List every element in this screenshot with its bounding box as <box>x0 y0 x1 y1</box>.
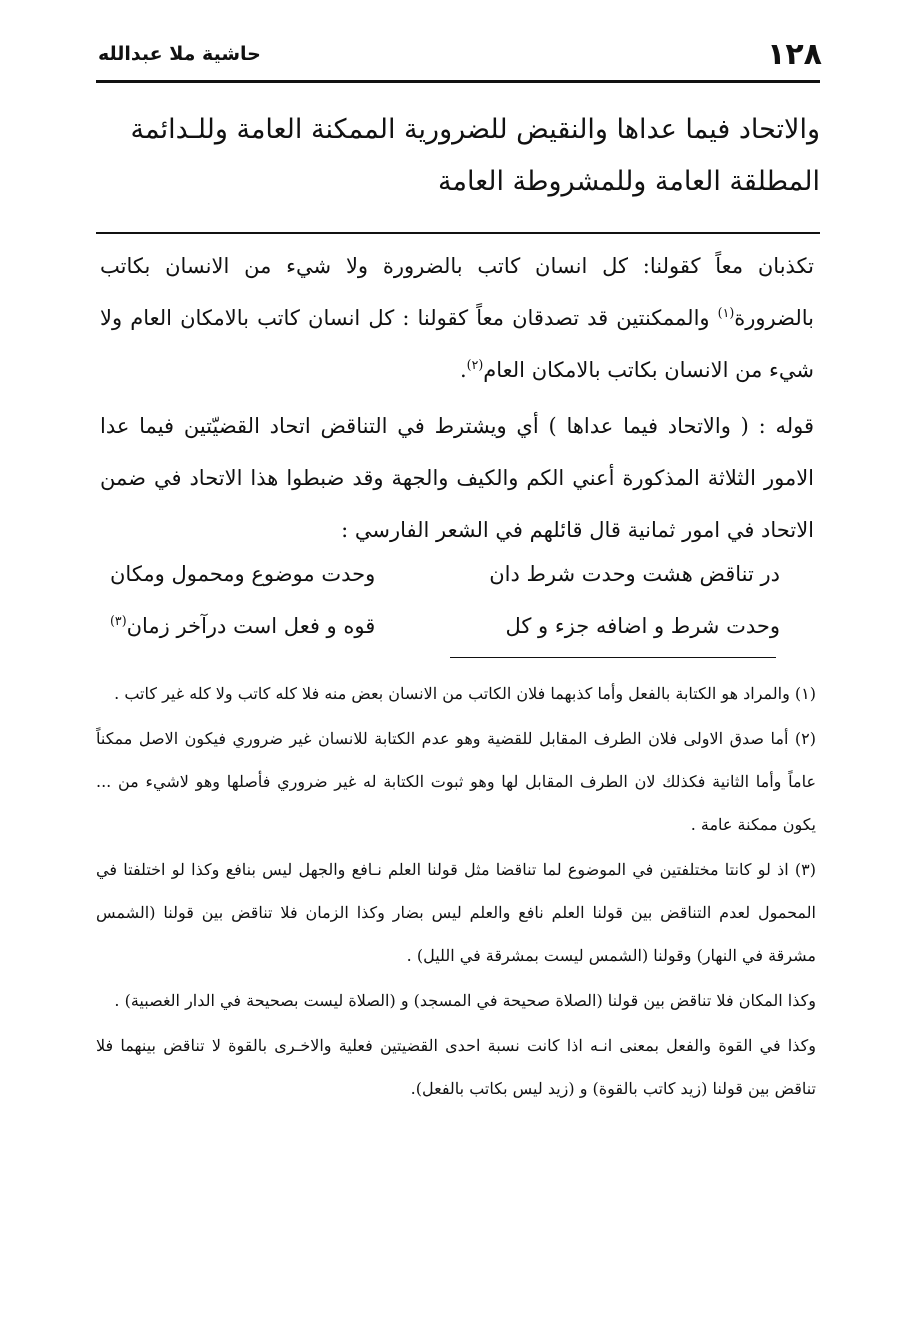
main-text-line: والاتحاد فيما عداها والنقيض للضرورية الممكنة العامة وللـدائمة <box>130 114 820 145</box>
persian-verses <box>110 548 780 652</box>
footnote: وكذا المكان فلا تناقض بين قولنا (الصلاة صحيحة في المسجد) و (الصلاة ليست بصحيحة في الدار الغصبية) . <box>114 991 816 1010</box>
footnotes <box>96 672 816 1112</box>
verse-row <box>110 548 780 600</box>
verse-text: وحدت موضوع ومحمول ومكان <box>110 562 376 586</box>
header-divider <box>96 80 820 83</box>
verse-row <box>110 600 780 652</box>
commentary <box>100 240 814 556</box>
main-text-divider <box>96 232 820 234</box>
commentary-paragraph: قوله : ( والاتحاد فيما عداها ) أي ويشترط في التناقض اتحاد القضيّتين فيما عدا الامور الثلاثة المذكورة أعني الكم والكيف والجهة وقد ضبطوا هذا الاتحاد في ضمن الاتحاد في امور ثمانية قال قائلهم في الشعر الفارسي : <box>100 414 814 542</box>
footnotes-divider <box>450 657 776 658</box>
footnote: وكذا في القوة والفعل بمعنى انـه اذا كانت نسبة احدى القضيتين فعلية والاخـرى بالقوة لا تناقض بينهما فلا تناقض بين قولنا (زيد كاتب بالقوة) و (زيد ليس بكاتب بالفعل). <box>96 1036 816 1098</box>
verse-second-hemistich <box>110 600 375 652</box>
verse-text: قوه و فعل است درآخر زمان <box>126 614 376 638</box>
footnote: (١) والمراد هو الكتابة بالفعل وأما كذبهما فلان الكاتب من الانسان بعض منه فلا كله كاتب ولا كله غير كاتب . <box>114 684 816 703</box>
verse-first-hemistich: وحدت شرط و اضافه جزء و كل <box>505 614 780 638</box>
page-number: ١٢٨ <box>767 36 822 72</box>
footnote-ref: (١) <box>717 305 735 320</box>
footnote-ref: (٢) <box>466 357 484 372</box>
commentary-text: تكذبان معاً كقولنا: كل انسان كاتب بالضرورة ولا شيء من الانسان بكاتب بالضرورة <box>100 254 814 330</box>
verse-second-hemistich <box>110 548 375 600</box>
commentary-paragraph <box>100 240 814 396</box>
commentary-text: والممكنتين قد تصدقان معاً كقولنا : كل انسان كاتب بالامكان العام ولا شيء من الانسان بكاتب بالامكان العام <box>100 306 814 382</box>
running-head <box>98 32 822 76</box>
footnote: (٣) اذ لو كانتا مختلفتين في الموضوع لما تناقضا مثل قولنا العلم نـافع والجهل ليس بنافع وكذا لو اختلفتا في المحمول لعدم التناقض بين قولنا العلم نافع والعلم ليس بضار وكذا الزمان فلا تناقض بين قولنا (الشمس مشرقة في النهار) وقولنا (الشمس ليست بمشرقة في الليل) . <box>96 860 816 965</box>
footnote-ref: (٣) <box>110 613 127 628</box>
verse-first-hemistich: در تناقض هشت وحدت شرط دان <box>489 562 780 586</box>
commentary-text-end: . <box>459 358 467 382</box>
main-text <box>96 104 820 208</box>
running-title: حاشية ملا عبدالله <box>98 43 261 65</box>
footnote: (٢) أما صدق الاولى فلان الطرف المقابل للقضية وهو عدم الكتابة للانسان غير ضروري فيكون الاصل ممكناً عاماً وأما الثانية فكذلك لان الطرف المقابل لها وهو ثبوت الكتابة له غير ضروري فأصلها وهو لاشيء من ... يكون ممكنة عامة . <box>96 729 817 834</box>
main-text-line: المطلقة العامة وللمشروطة العامة <box>438 166 820 197</box>
